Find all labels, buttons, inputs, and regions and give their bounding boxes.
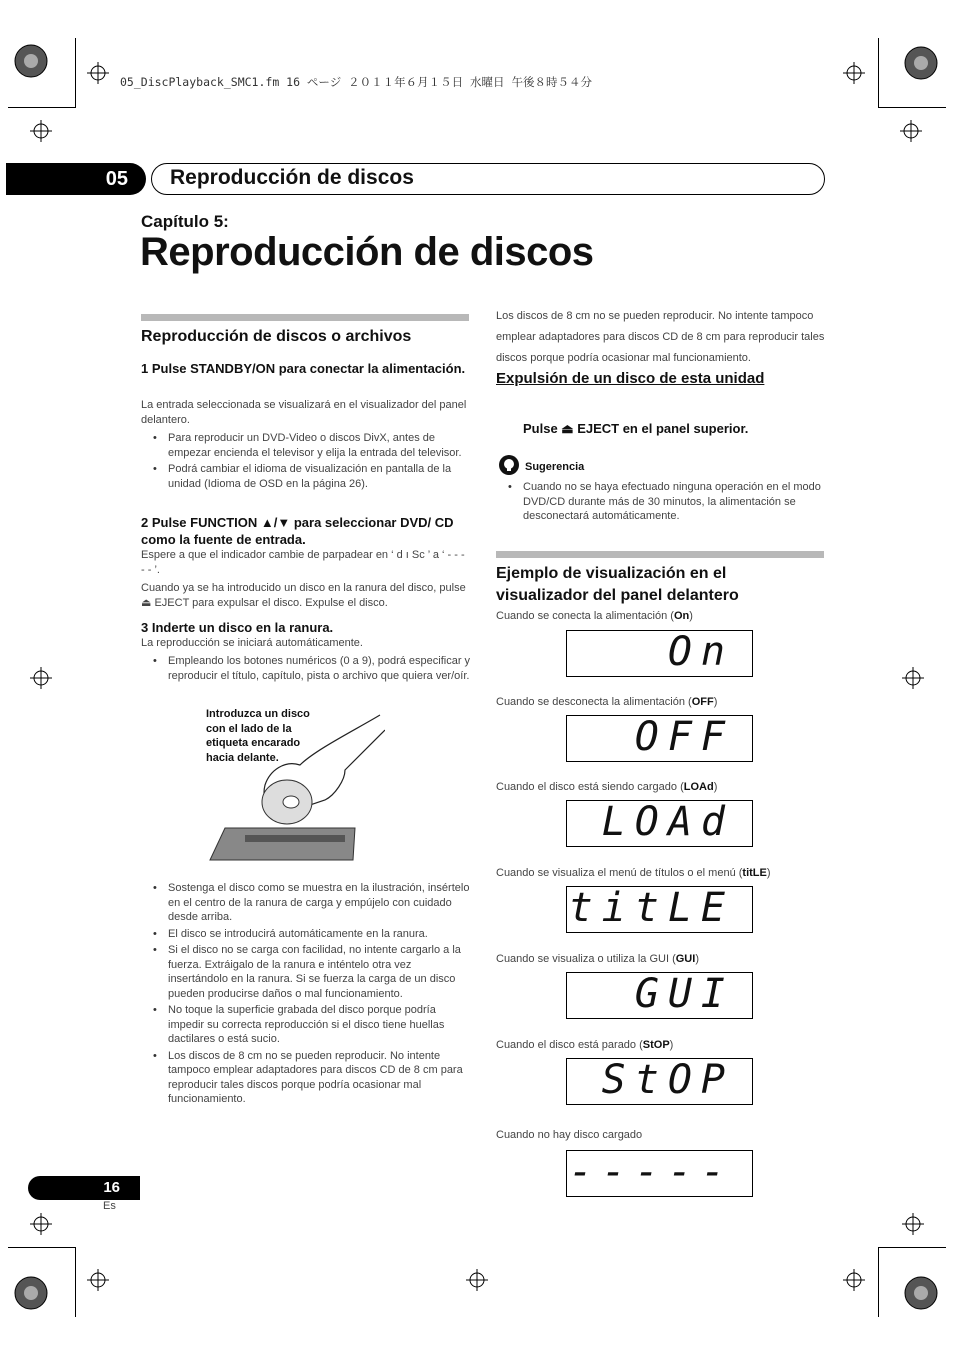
page-number-tab bbox=[28, 1176, 140, 1200]
step-1-body: La entrada seleccionada se visualizará en el visualizador del panel delantero. bbox=[141, 399, 467, 426]
crop-mark bbox=[878, 38, 879, 108]
eject-section-title: Expulsión de un disco de esta unidad bbox=[496, 370, 765, 387]
registration-mark-icon bbox=[87, 1269, 109, 1291]
registration-mark-icon bbox=[900, 120, 922, 142]
chapter-bar-title: Reproducción de discos bbox=[170, 166, 414, 189]
list-item: • No toque la superficie grabada del disco porque podría impedir su correcta reproducción si el disco tiene huellas dactilares o está sucio. bbox=[141, 1003, 471, 1047]
registration-mark-icon bbox=[902, 667, 924, 689]
display-caption: Cuando se visualiza el menú de títulos o el menú (titLE) bbox=[496, 867, 771, 879]
step-2-body: Espere a que el indicador cambie de parpadear en ‘ d ı Sc ’ a ‘ - - - - - ’. bbox=[141, 549, 465, 576]
crop-mark bbox=[878, 1247, 879, 1317]
chapter-title-bar bbox=[151, 163, 825, 195]
list-item: • Para reproducir un DVD-Video o discos DivX, antes de empezar encienda el televisor y elija la entrada del televisor. bbox=[141, 431, 471, 460]
color-target-icon bbox=[14, 44, 48, 78]
crop-mark bbox=[8, 107, 76, 108]
color-target-icon bbox=[904, 1276, 938, 1310]
registration-mark-icon bbox=[87, 62, 109, 84]
step-3-bullets bbox=[141, 654, 471, 685]
list-item: • El disco se introducirá automáticamente en la ranura. bbox=[141, 927, 471, 942]
intro-text: Los discos de 8 cm no se pueden reproducir. No intente tampoco emplear adaptadores para discos CD de 8 cm para reproducir tales discos porque podría ocasionar mal funcionamiento. bbox=[496, 310, 825, 364]
lcd-display: ----- bbox=[566, 1150, 753, 1197]
list-item: • Si el disco no se carga con facilidad, no intente cargarlo a la fuerza. Extráigalo de la ranura e inténtelo otra vez insertándolo en la ranura. Si se fuerza la carga de un disco pueden producirse daños o mal funcionamiento. bbox=[141, 943, 471, 1001]
display-caption: Cuando el disco está siendo cargado (LOAd) bbox=[496, 781, 718, 793]
tip-label: Sugerencia bbox=[525, 461, 585, 473]
lcd-display: StOP bbox=[566, 1058, 753, 1105]
list-item: • Podrá cambiar el idioma de visualización en pantalla de la unidad (Idioma de OSD en la página 26). bbox=[141, 462, 471, 491]
crop-mark bbox=[878, 1247, 946, 1248]
step-3-title: 3 Inderte un disco en la ranura. bbox=[141, 620, 334, 635]
insertion-bullets bbox=[141, 881, 471, 1109]
lcd-display: LOAd bbox=[566, 800, 753, 847]
list-item: • Sostenga el disco como se muestra en la ilustración, insértelo en el centro de la ranura de carga y empújelo con cuidado desde arriba. bbox=[141, 881, 471, 925]
registration-mark-icon bbox=[30, 667, 52, 689]
disc-insertion-illustration bbox=[205, 710, 385, 870]
registration-mark-icon bbox=[30, 120, 52, 142]
lcd-display: On bbox=[566, 630, 753, 677]
registration-mark-icon bbox=[843, 1269, 865, 1291]
display-section-title: Ejemplo de visualización en el visualizador del panel delantero bbox=[496, 565, 739, 604]
page-number: 16 bbox=[103, 1179, 120, 1196]
eject-step: Pulse ⏏ EJECT en el panel superior. bbox=[523, 421, 749, 436]
crop-mark bbox=[8, 1247, 76, 1248]
section-title: Reproducción de discos o archivos bbox=[141, 328, 412, 345]
registration-mark-icon bbox=[30, 1213, 52, 1235]
step-3-body: La reproducción se iniciará automáticamente. bbox=[141, 637, 363, 649]
crop-mark bbox=[75, 38, 76, 108]
step-2-note: Cuando ya se ha introducido un disco en la ranura del disco, pulse ⏏ EJECT para expulsar el disco. Expulse el disco. bbox=[141, 582, 466, 609]
lightbulb-icon bbox=[498, 454, 520, 476]
file-header: 05_DiscPlayback_SMC1.fm 16 ページ ２０１１年６月１５日 水曜日 午後８時５４分 bbox=[120, 75, 592, 89]
page-title: Reproducción de discos bbox=[140, 230, 594, 274]
tip-bullets bbox=[496, 480, 826, 526]
lcd-display: GUI bbox=[566, 972, 753, 1019]
language-code: Es bbox=[103, 1200, 116, 1212]
crop-mark bbox=[878, 107, 946, 108]
lcd-display: OFF bbox=[566, 715, 753, 762]
chapter-number-tab bbox=[6, 163, 146, 195]
section-divider bbox=[496, 551, 824, 558]
color-target-icon bbox=[904, 46, 938, 80]
registration-mark-icon bbox=[902, 1213, 924, 1235]
section-divider bbox=[141, 314, 469, 321]
color-target-icon bbox=[14, 1276, 48, 1310]
list-item: • Cuando no se haya efectuado ninguna operación en el modo DVD/CD durante más de 30 minutos, la alimentación se desconectará automáticamente. bbox=[496, 480, 826, 524]
chapter-number: 05 bbox=[105, 168, 128, 190]
display-caption: Cuando se visualiza o utiliza la GUI (GUI) bbox=[496, 953, 699, 965]
display-caption: Cuando el disco está parado (StOP) bbox=[496, 1039, 674, 1051]
crop-mark bbox=[75, 1247, 76, 1317]
display-caption: Cuando se desconecta la alimentación (OFF) bbox=[496, 696, 718, 708]
list-item: • Empleando los botones numéricos (0 a 9), podrá especificar y reproducir el título, capítulo, pista o archivo que quiera ver/oír. bbox=[141, 654, 471, 683]
figure-caption: Introduzca un disco con el lado de la etiqueta encarado hacia delante. bbox=[206, 708, 310, 764]
step-1-bullets bbox=[141, 431, 471, 493]
step-1-title: 1 Pulse STANDBY/ON para conectar la alimentación. bbox=[141, 361, 466, 376]
list-item: • Los discos de 8 cm no se pueden reproducir. No intente tampoco emplear adaptadores para discos CD de 8 cm para reproducir tales discos porque podría ocasionar mal funcionamiento. bbox=[141, 1049, 471, 1107]
chapter-label: Capítulo 5: bbox=[141, 212, 229, 231]
display-caption: Cuando no hay disco cargado bbox=[496, 1129, 643, 1141]
lcd-display: titLE bbox=[566, 886, 753, 933]
registration-mark-icon bbox=[466, 1269, 488, 1291]
step-2-title: 2 Pulse FUNCTION ▲/▼ para seleccionar DVD/ CD como la fuente de entrada. bbox=[141, 515, 454, 547]
display-caption: Cuando se conecta la alimentación (On) bbox=[496, 610, 693, 622]
registration-mark-icon bbox=[843, 62, 865, 84]
